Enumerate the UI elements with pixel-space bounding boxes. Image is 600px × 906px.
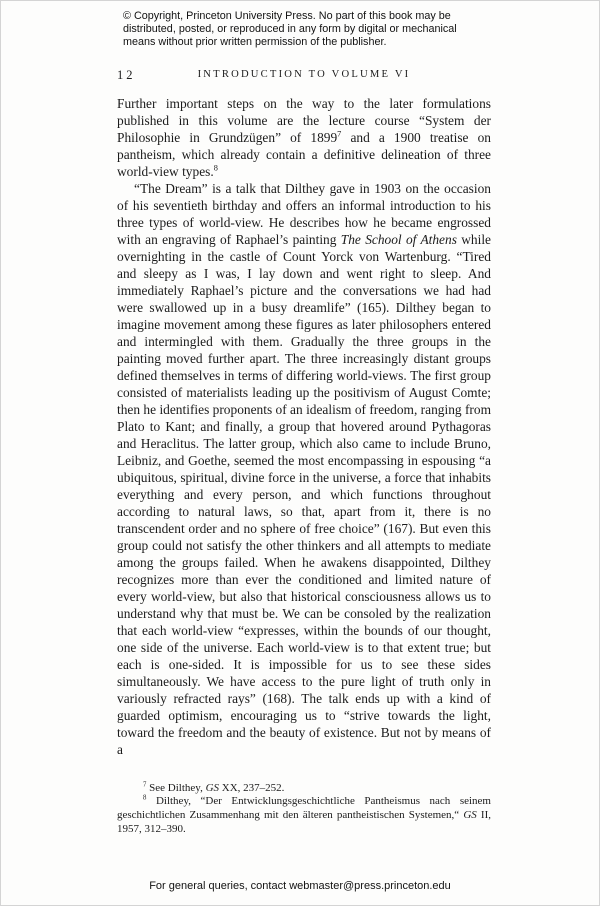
footnote: $^7$ See Dilthey, GS XX, 237–252. <box>143 780 285 794</box>
footnote: $^8$ Dilthey, “Der Entwicklungsgeschichtliche Pantheismus nach seinem geschichtlichen Zusammenhang mit den älteren pantheistischen Systemen,“ GS II, 1957, 312–390. <box>117 794 492 835</box>
footer-contact: For general queries, contact webmaster@press.princeton.edu <box>149 880 451 892</box>
paragraph: Further important steps on the way to the later formulations published in this volume are the lecture course “System der Philosophie in Grundzügen” of 1899$^7$ and a 1900 treatise on pantheism, which already contain a definitive delineation of three world-view types.$^8$ <box>117 95 491 179</box>
running-title: INTRODUCTION TO VOLUME VI <box>197 68 411 80</box>
page-number: 12 <box>117 67 136 82</box>
copyright-notice: © Copyright, Princeton University Press. No part of this book may be distributed, posted, or reproduced in any form by digital or mechanical means without prior written permission of the publisher. <box>123 10 457 49</box>
running-head <box>117 67 491 82</box>
body-text <box>117 95 491 758</box>
paragraph: “The Dream” is a talk that Dilthey gave in 1903 on the occasion of his seventieth birthday and offers an informal introduction to his three types of world-view. He describes how he became engrossed with an engraving of Raphael’s painting The School of Athens while overnighting in the castle of Count Yorck von Wartenburg. “Tired and sleepy as I was, I lay down and went right to sleep. And immediately Raphael’s picture and the conversations we had had were swallowed up in a busy dreamlife” (165). Dilthey began to imagine movement among these figures as later philosophers entered and intermingled with them. Gradually the three groups in the painting moved further apart. The three increasingly distant groups defined themselves in terms of differing world-views. The first group consisted of materialists leading up the positivism of August Comte; then he identifies proponents of an idealism of freedom, ranging from Plato to Kant; and finally, a group that hovered around Pythagoras and Heraclitus. The latter group, which also came to include Bruno, Leibniz, and Goethe, seemed the most encompassing in espousing “a ubiquitous, spiritual, divine force in the universe, a force that inhabits everything and every person, and which functions throughout according to natural laws, so that, apart from it, there is no transcendent order and no sphere of free choice” (167). But even this group could not satisfy the other thinkers and all attempts to mediate among the groups failed. When he awakens disappointed, Dilthey recognizes more than ever the conditioned and limited nature of every world-view, but also that historical consciousness allows us to understand why that must be. We can be consoled by the realization that each world-view “expresses, within the bounds of our thought, one side of the universe. Each world-view is to that extent true; but each is one-sided. It is impossible for us to see these sides simultaneously. We have access to the pure light of truth only in variously refracted rays” (168). The talk ends up with a kind of guarded optimism, encouraging us to “strive towards the light, toward the freedom and the beauty of existence. But not by means of a <box>117 180 491 757</box>
footnotes <box>117 782 491 837</box>
